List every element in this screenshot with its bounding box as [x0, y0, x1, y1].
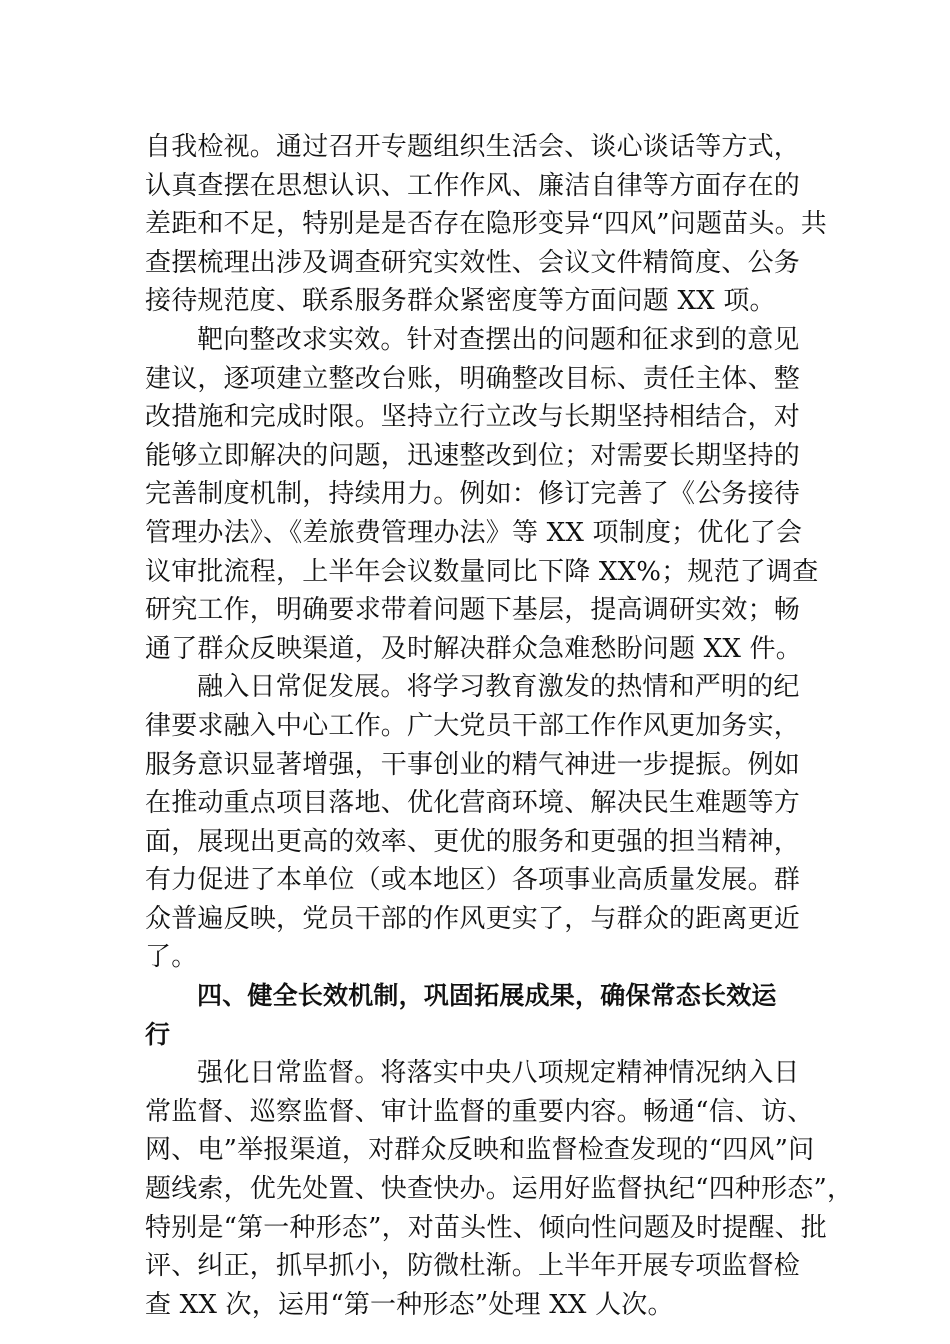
paragraph-line: 在推动重点项目落地、优化营商环境、解决民生难题等方: [145, 788, 801, 819]
paragraph-line: 能够立即解决的问题，迅速整改到位；对需要长期坚持的: [145, 440, 801, 471]
document-body: [145, 128, 854, 1324]
paragraph-line: 网、电”举报渠道，对群众反映和监督检查发现的“四风”问: [145, 1135, 815, 1166]
paragraph-line: 接待规范度、联系服务群众紧密度等方面问题 XX 项。: [145, 286, 776, 317]
paragraph-line: 完善制度机制，持续用力。例如：修订完善了《公务接待: [145, 479, 801, 510]
paragraph-line: 特别是“第一种形态”，对苗头性、倾向性问题及时提醒、批: [145, 1212, 827, 1243]
paragraph-line: 评、纠正，抓早抓小，防微杜渐。上半年开展专项监督检: [145, 1251, 801, 1282]
paragraph-line: 了。: [145, 942, 198, 973]
paragraph-line: 查摆梳理出涉及调查研究实效性、会议文件精简度、公务: [145, 247, 801, 278]
paragraph-line: 律要求融入中心工作。广大党员干部工作作风更加务实，: [145, 710, 801, 741]
paragraph-line: 研究工作，明确要求带着问题下基层，提高调研实效；畅: [145, 595, 801, 626]
paragraph-line: 众普遍反映，党员干部的作风更实了，与群众的距离更近: [145, 903, 801, 934]
paragraph-line: 题线索，优先处置、快查快办。运用好监督执纪“四种形态”，: [145, 1174, 854, 1205]
paragraph-line: 查 XX 次，运用“第一种形态”处理 XX 人次。: [145, 1289, 674, 1320]
paragraph-line: 融入日常促发展。将学习教育激发的热情和严明的纪: [197, 672, 800, 703]
paragraph-line: 管理办法》、《差旅费管理办法》等 XX 项制度；优化了会: [145, 517, 803, 548]
section-heading: 四、健全长效机制，巩固拓展成果，确保常态长效运: [197, 981, 777, 1011]
paragraph-line: 强化日常监督。将落实中央八项规定精神情况纳入日: [197, 1058, 800, 1089]
paragraph-line: 通了群众反映渠道，及时解决群众急难愁盼问题 XX 件。: [145, 633, 802, 664]
paragraph-line: 建议，逐项建立整改台账，明确整改目标、责任主体、整: [145, 363, 801, 394]
paragraph-line: 有力促进了本单位（或本地区）各项事业高质量发展。群: [145, 865, 801, 896]
paragraph-line: 靶向整改求实效。针对查摆出的问题和征求到的意见: [197, 324, 800, 355]
paragraph-line: 自我检视。通过召开专题组织生活会、谈心谈话等方式，: [145, 132, 801, 162]
paragraph-line: 差距和不足，特别是是否存在隐形变异“四风”问题苗头。共: [145, 209, 827, 240]
paragraph-line: 改措施和完成时限。坚持立行立改与长期坚持相结合，对: [145, 402, 801, 433]
paragraph-line: 常监督、巡察监督、审计监督的重要内容。畅通“信、访、: [145, 1096, 814, 1127]
paragraph-line: 议审批流程，上半年会议数量同比下降 XX%；规范了调查: [145, 556, 819, 587]
paragraph-line: 服务意识显著增强，干事创业的精气神进一步提振。例如: [145, 749, 801, 780]
section-heading: 行: [145, 1019, 171, 1049]
paragraph-line: 认真查摆在思想认识、工作作风、廉洁自律等方面存在的: [145, 170, 801, 201]
paragraph-line: 面，展现出更高的效率、更优的服务和更强的担当精神，: [145, 826, 801, 857]
